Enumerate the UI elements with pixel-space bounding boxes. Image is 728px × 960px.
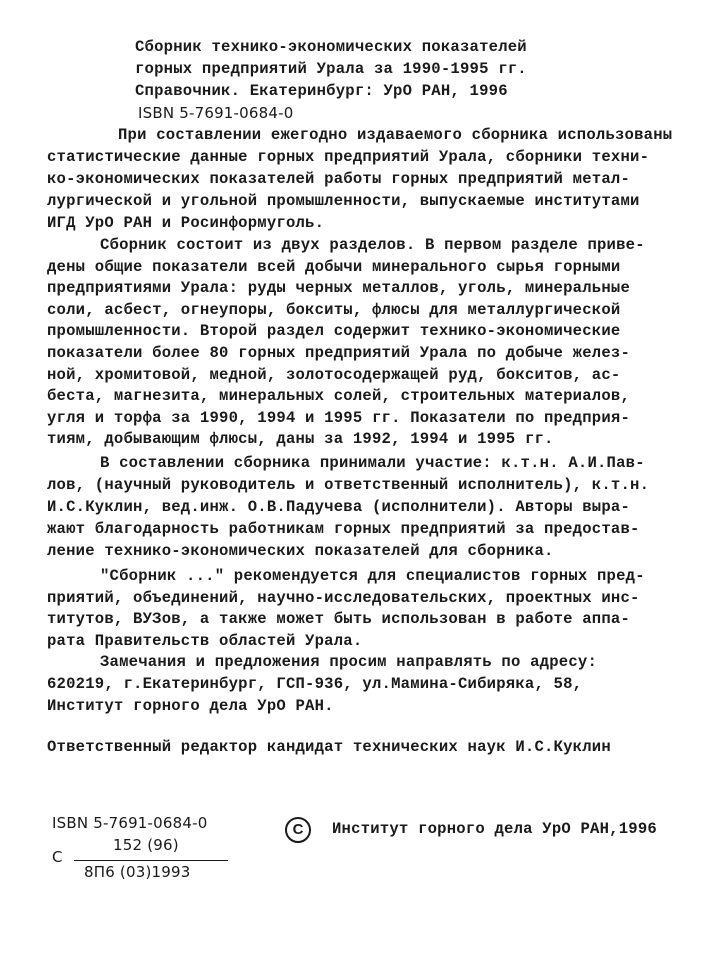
paragraph-line: статистические данные горных предприятий Урала, сборники техни-	[47, 148, 650, 166]
paragraph-line: ИГД УрО РАН и Росинформуголь.	[47, 214, 325, 232]
paragraph-line: лов, (научный руководитель и ответственный исполнитель), к.т.н.	[47, 476, 650, 494]
classification-denominator: 8П6 (03)1993	[84, 863, 191, 881]
paragraph-line: рата Правительств областей Урала.	[47, 632, 363, 651]
paragraph-line: При составлении ежегодно издаваемого сборника использованы	[118, 126, 673, 144]
paragraph-line: И.С.Куклин, вед.инж. О.В.Падучева (исполнители). Авторы выра-	[47, 498, 631, 516]
paragraph-line: Замечания и предложения просим направлять по адресу:	[100, 653, 598, 671]
header-line: Справочник. Екатеринбург: УрО РАН, 1996	[135, 82, 508, 100]
paragraph-line: 620219, г.Екатеринбург, ГСП-936, ул.Мамина-Сибиряка, 58,	[47, 675, 583, 693]
paragraph-line: предприятиями Урала: руды черных металлов, уголь, минеральные	[47, 279, 631, 298]
paragraph-line: соли, асбест, огнеупоры, бокситы, флюсы для металлургической	[47, 300, 621, 319]
paragraph-line: ной, хромитовой, медной, золотосодержащей руд, бокситов, ас-	[47, 365, 621, 384]
copyright-holder: Институт горного дела УрО РАН,1996	[332, 820, 657, 838]
paragraph-line: дены общие показатели всей добычи минерального сырья горными	[47, 257, 621, 276]
header-line: Сборник технико-экономических показателей	[135, 38, 527, 56]
paragraph-line: "Сборник ..." рекомендуется для специалистов горных пред-	[100, 567, 645, 585]
paragraph-line: жают благодарность работникам горных предприятий за предостав-	[47, 520, 640, 538]
header-line: ISBN 5-7691-0684-0	[138, 104, 294, 122]
paragraph-line: Институт горного дела УрО РАН.	[47, 697, 334, 715]
paragraph-line: промышленности. Второй раздел содержит технико-экономические	[47, 322, 621, 341]
editor-line: Ответственный редактор кандидат технических наук И.С.Куклин	[47, 738, 611, 756]
paragraph-line: показатели более 80 горных предприятий Урала по добыче желез-	[47, 344, 631, 362]
header-line: горных предприятий Урала за 1990-1995 гг.	[135, 60, 527, 78]
paragraph-line: В составлении сборника принимали участие: к.т.н. А.И.Пав-	[100, 454, 645, 472]
imprint-isbn: ISBN 5-7691-0684-0	[52, 814, 208, 832]
paragraph-line: беста, магнезита, минеральных солей, строительных материалов,	[47, 387, 631, 406]
classification-c: С	[52, 848, 63, 866]
fraction-line	[74, 860, 228, 861]
classification-numerator: 152 (96)	[113, 836, 179, 854]
paragraph-line: лургической и угольной промышленности, выпускаемые институтами	[47, 192, 640, 210]
paragraph-line: тиям, добывающим флюсы, даны за 1992, 1994 и 1995 гг.	[47, 430, 554, 449]
paragraph-line: ко-экономических показателей работы горных предприятий метал-	[47, 170, 631, 188]
paragraph-line: Сборник состоит из двух разделов. В первом разделе приве-	[100, 236, 645, 254]
paragraph-line: титутов, ВУЗов, а также может быть использован в работе аппа-	[47, 610, 631, 629]
copyright-icon: C	[285, 817, 311, 843]
paragraph-line: угля и торфа за 1990, 1994 и 1995 гг. Показатели по предприя-	[47, 408, 631, 427]
paragraph-line: приятий, объединений, научно-исследовательских, проектных инс-	[47, 588, 640, 607]
paragraph-line: ление технико-экономических показателей для сборника.	[47, 542, 554, 560]
